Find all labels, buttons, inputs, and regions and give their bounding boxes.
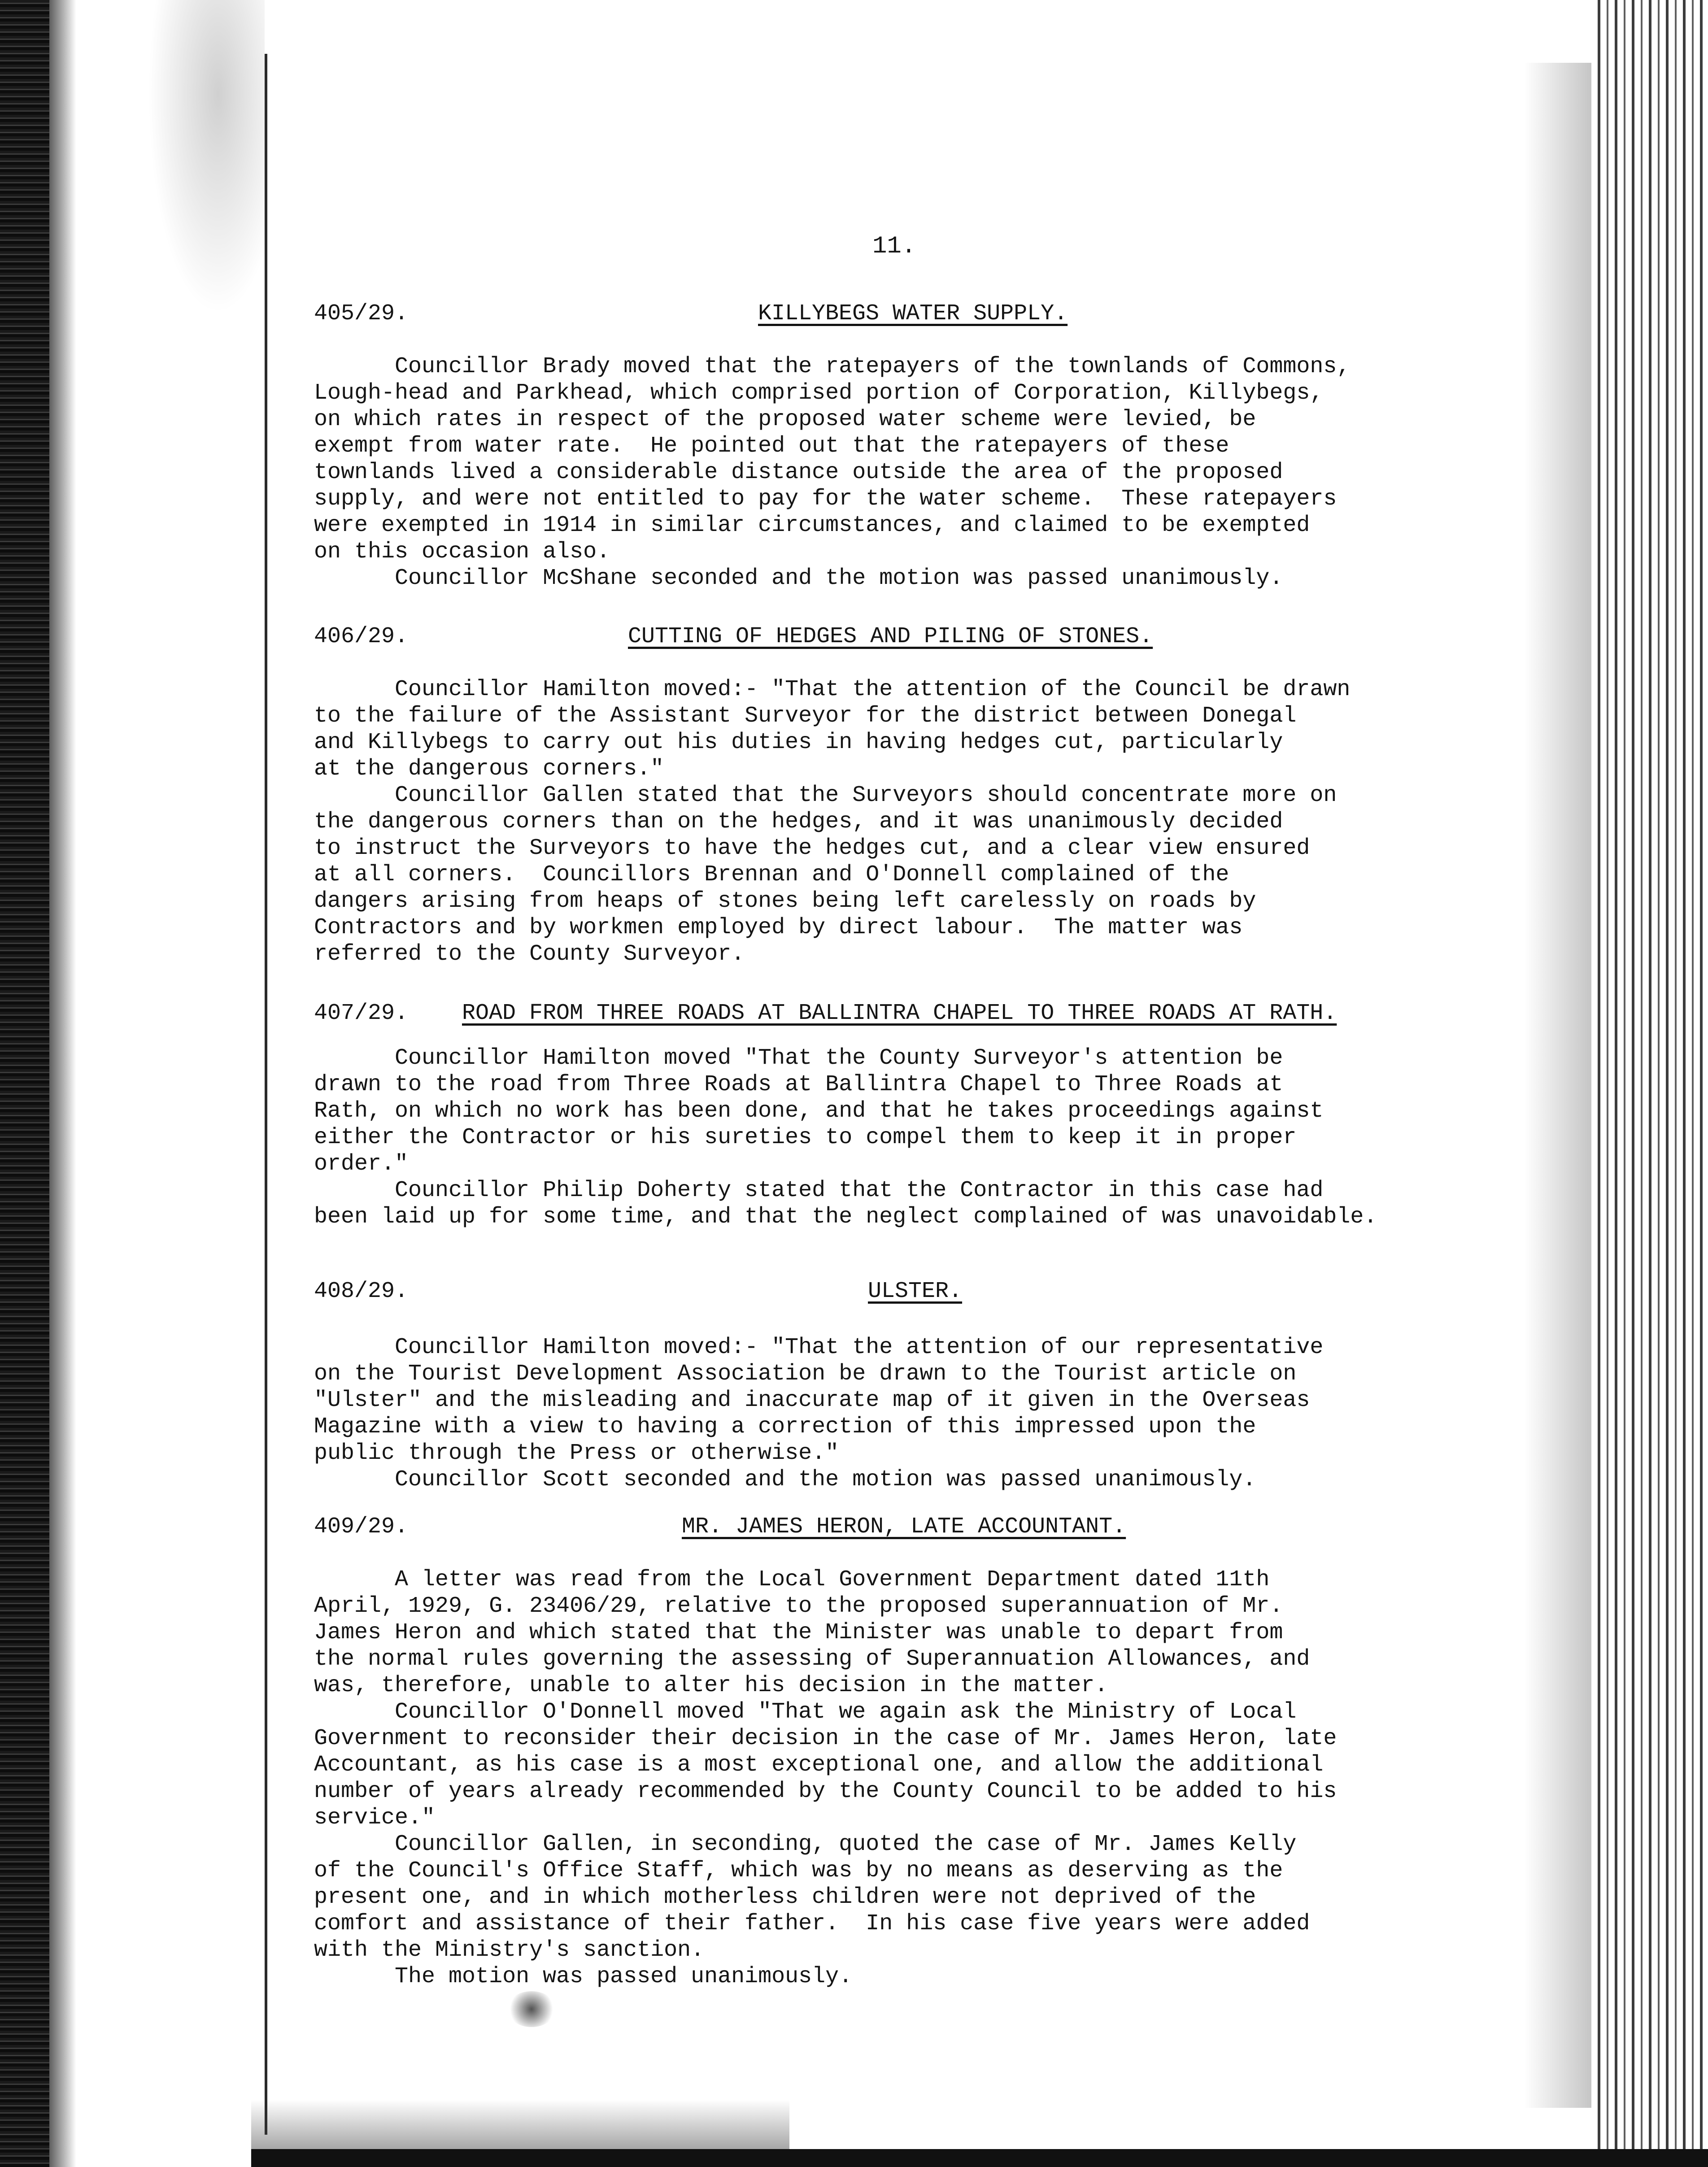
minute-paragraph: Councillor Hamilton moved:- "That the attention of our representative on the Tourist Development Association be drawn to the Tourist article on "Ulster" and the misleading and inaccurate map of it given in the Overseas Magazine with a view to having a correction of this impressed upon the public through the Press or otherwise." (314, 1335, 1324, 1466)
minute-paragraph: Councillor McShane seconded and the motion was passed unanimously. (314, 566, 1283, 591)
scanner-border-bottom (251, 2149, 1708, 2167)
minute-heading: ULSTER. (868, 1279, 963, 1304)
minute-paragraph: Councillor Scott seconded and the motion was passed unanimously. (314, 1467, 1256, 1493)
minute-paragraph: Councillor Philip Doherty stated that the Contractor in this case had been laid up for some time, and that the neglect complained of was unavoidable. (314, 1178, 1377, 1230)
minute-number: 405/29. (314, 301, 409, 326)
minute-number: 407/29. (314, 1001, 409, 1026)
minute-paragraph: Councillor Hamilton moved "That the County Surveyor's attention be drawn to the road from Three Roads at Ballintra Chapel to Three Roads at Rath, on which no work has been done, and that he takes proceedings against either the Contractor or his sureties to compel them to keep it in proper order." (314, 1045, 1324, 1177)
minute-paragraph: Councillor O'Donnell moved "That we again ask the Ministry of Local Government to reconsider their decision in the case of Mr. James Heron, late Accountant, as his case is a most exceptional one, and allow the additional number of years already recommended by the County Council to be added to his service." (314, 1699, 1337, 1831)
page-number: 11. (872, 233, 916, 260)
page-edge-left (265, 54, 267, 2135)
scan-smudge (148, 0, 265, 314)
minute-heading: CUTTING OF HEDGES AND PILING OF STONES. (628, 624, 1153, 649)
minute-paragraph: Councillor Gallen stated that the Surveyors should concentrate more on the dangerous corners than on the hedges, and it was unanimously decided to instruct the Surveyors to have the hedges cut, and a clear view ensured at all corners. Councillors Brennan and O'Donnell complained of the dangers arising from heaps of stones being left carelessly on roads by Contractors and by workmen employed by direct labour. The matter was referred to the County Surveyor. (314, 783, 1337, 967)
page-stack-right (1591, 0, 1708, 2167)
scan-noise-left (49, 0, 76, 2167)
minute-heading: ROAD FROM THREE ROADS AT BALLINTRA CHAPEL TO THREE ROADS AT RATH. (462, 1001, 1337, 1026)
minute-paragraph: Councillor Hamilton moved:- "That the attention of the Council be drawn to the failure of the Assistant Surveyor for the district between Donegal and Killybegs to carry out his duties in having hedges cut, particularly at the dangerous corners." (314, 677, 1351, 782)
minute-number: 408/29. (314, 1279, 409, 1304)
scanner-border-left (0, 0, 49, 2167)
minute-heading: KILLYBEGS WATER SUPPLY. (758, 301, 1068, 326)
minute-heading: MR. JAMES HERON, LATE ACCOUNTANT. (682, 1514, 1126, 1540)
minute-paragraph: The motion was passed unanimously. (314, 1964, 853, 1989)
minute-number: 406/29. (314, 624, 409, 649)
minute-paragraph: Councillor Brady moved that the ratepayers of the townlands of Commons, Lough-head and Parkhead, which comprised portion of Corporation, Killybegs, on which rates in respect of the proposed water scheme were levied, be exempt from water rate. He pointed out that the ratepayers of these townlands lived a considerable distance outside the area of the proposed supply, and were not entitled to pay for the water scheme. These ratepayers were exempted in 1914 in similar circumstances, and claimed to be exempted on this occasion also. (314, 354, 1351, 565)
ink-stain (507, 1991, 556, 2027)
minute-paragraph: Councillor Gallen, in seconding, quoted the case of Mr. James Kelly of the Council's Office Staff, which was by no means as deserving as the present one, and in which motherless children were not deprived of the comfort and assistance of their father. In his case five years were added with the Ministry's sanction. (314, 1832, 1310, 1963)
minute-paragraph: A letter was read from the Local Government Department dated 11th April, 1929, G. 23406/29, relative to the proposed superannuation of Mr. James Heron and which stated that the Minister was unable to depart from the normal rules governing the assessing of Superannuation Allowances, and was, therefore, unable to alter his decision in the matter. (314, 1567, 1310, 1698)
scan-noise-bottom (251, 2100, 789, 2149)
minute-number: 409/29. (314, 1514, 409, 1540)
